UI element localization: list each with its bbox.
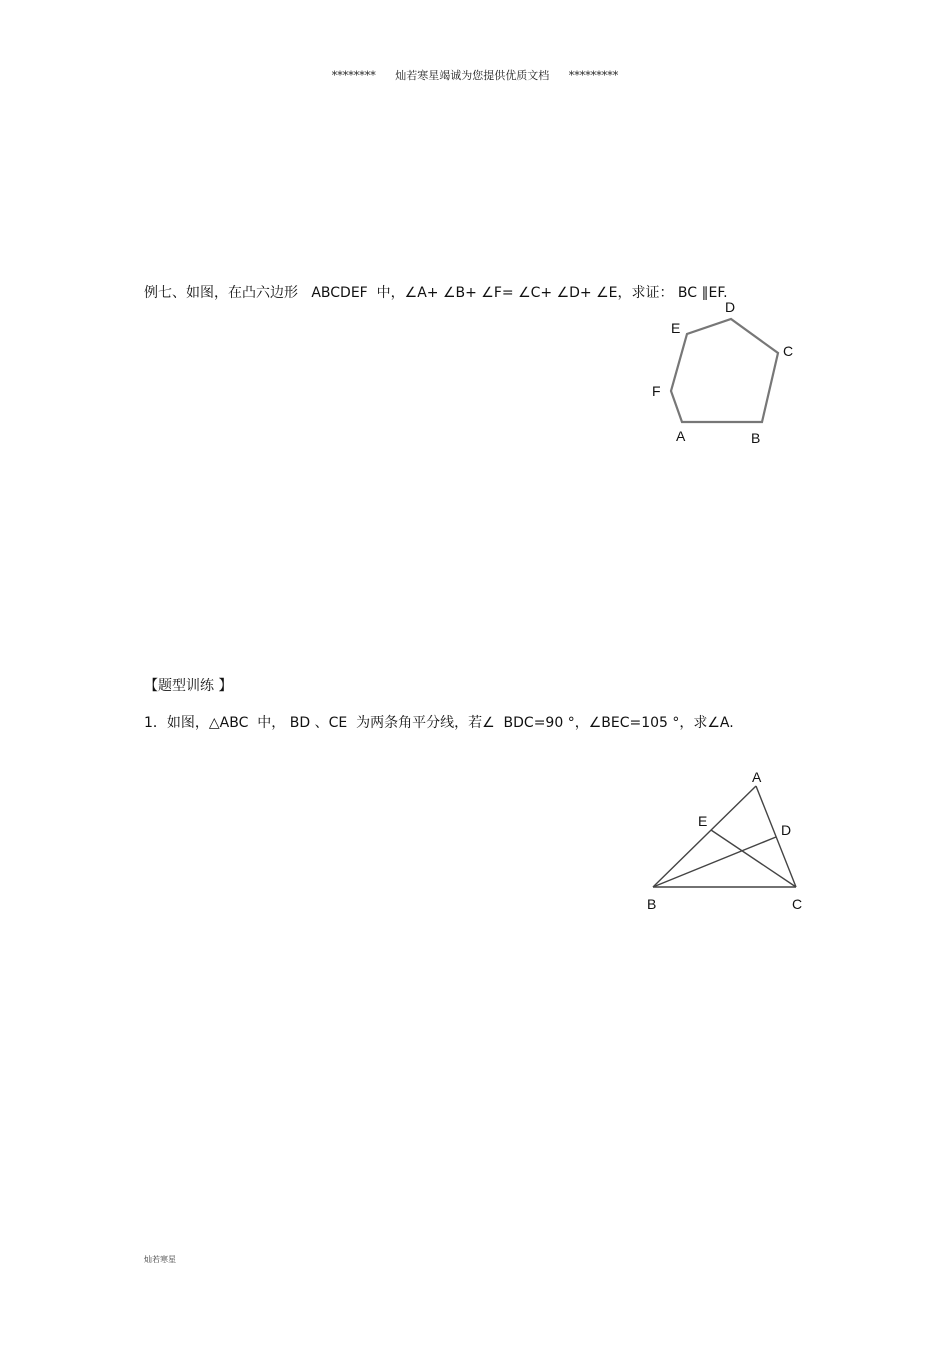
label-hex-a: A bbox=[676, 428, 686, 444]
label-tri-d: D bbox=[781, 822, 792, 838]
label-hex-f: F bbox=[652, 383, 661, 399]
header-title: 灿若寒星竭诚为您提供优质文档 bbox=[395, 69, 550, 82]
label-hex-b: B bbox=[751, 430, 761, 446]
practice-heading: 【题型训练 】 bbox=[144, 678, 233, 694]
header-stars-left: ******** bbox=[331, 69, 376, 82]
example7-text: 例七、如图，在凸六边形 ABCDEF 中，∠A+ ∠B+ ∠F= ∠C+ ∠D+ ∠E，求证： BC ∥EF. bbox=[144, 285, 728, 301]
header-stars-right: ********* bbox=[568, 69, 619, 82]
label-tri-b: B bbox=[647, 896, 657, 912]
label-hex-c: C bbox=[783, 343, 794, 359]
label-hex-e: E bbox=[671, 320, 681, 336]
side-ab bbox=[653, 786, 756, 887]
label-tri-a: A bbox=[752, 769, 762, 785]
label-hex-d: D bbox=[725, 299, 736, 315]
question-1-text: 1．如图，△ABC 中， BD 、CE 为两条角平分线，若∠ BDC=90 °，∠BEC=105 °，求∠A. bbox=[144, 715, 734, 731]
page-footer: 灿若寒星 bbox=[144, 1255, 176, 1264]
label-tri-c: C bbox=[792, 896, 803, 912]
label-tri-e: E bbox=[698, 813, 708, 829]
